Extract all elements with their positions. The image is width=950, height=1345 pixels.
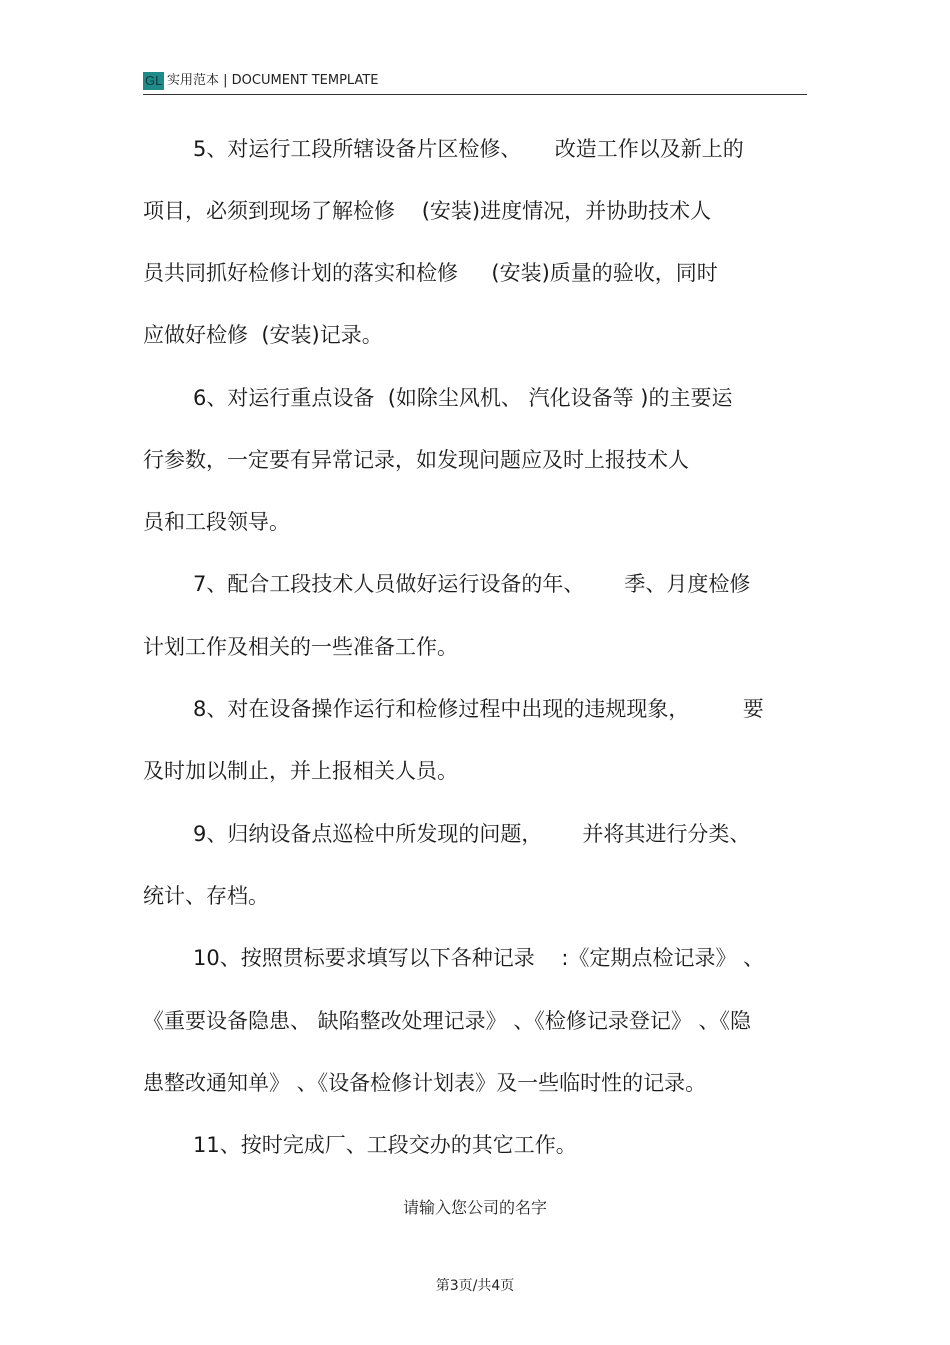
paragraph-5-line-1: 5、对运行工段所辖设备片区检修、 改造工作以及新上的 xyxy=(193,137,744,161)
paragraph-5-line-4: 应做好检修 (安装)记录。 xyxy=(143,323,383,347)
paragraph-10-line-1: 10、按照贯标要求填写以下各种记录 :《定期点检记录》 、 xyxy=(193,946,765,970)
paragraph-10-line-3: 患整改通知单》 、《设备检修计划表》及一些临时性的记录。 xyxy=(143,1071,707,1095)
paragraph-9-line-2: 统计、存档。 xyxy=(143,884,269,908)
paragraph-8-line-1: 8、对在设备操作运行和检修过程中出现的违规现象， 要 xyxy=(193,697,764,721)
header-title: 实用范本 | DOCUMENT TEMPLATE xyxy=(167,73,379,88)
paragraph-8-line-2: 及时加以制止，并上报相关人员。 xyxy=(143,759,458,783)
paragraph-10-line-2: 《重要设备隐患、 缺陷整改处理记录》 、《检修记录登记》 、《隐 xyxy=(143,1009,752,1033)
page-number: 第3页/共4页 xyxy=(435,1278,515,1294)
company-name-placeholder: 请输入您公司的名字 xyxy=(402,1198,547,1217)
paragraph-6-line-1: 6、对运行重点设备 (如除尘风机、 汽化设备等 )的主要运 xyxy=(193,386,733,410)
page-header xyxy=(143,70,807,95)
paragraph-7-line-1: 7、配合工段技术人员做好运行设备的年、 季、月度检修 xyxy=(193,572,751,596)
paragraph-5-line-2: 项目，必须到现场了解检修 (安装)进度情况，并协助技术人 xyxy=(143,199,712,223)
paragraph-6-line-3: 员和工段领导。 xyxy=(143,510,290,534)
paragraph-5-line-3: 员共同抓好检修计划的落实和检修 (安装)质量的验收，同时 xyxy=(143,261,718,285)
gl-logo: GL xyxy=(145,73,163,88)
paragraph-11-line-1: 11、按时完成厂、工段交办的其它工作。 xyxy=(193,1133,577,1157)
paragraph-6-line-2: 行参数，一定要有异常记录，如发现问题应及时上报技术人 xyxy=(143,448,689,472)
paragraph-7-line-2: 计划工作及相关的一些准备工作。 xyxy=(143,635,458,659)
paragraph-9-line-1: 9、归纳设备点巡检中所发现的问题， 并将其进行分类、 xyxy=(193,822,751,846)
